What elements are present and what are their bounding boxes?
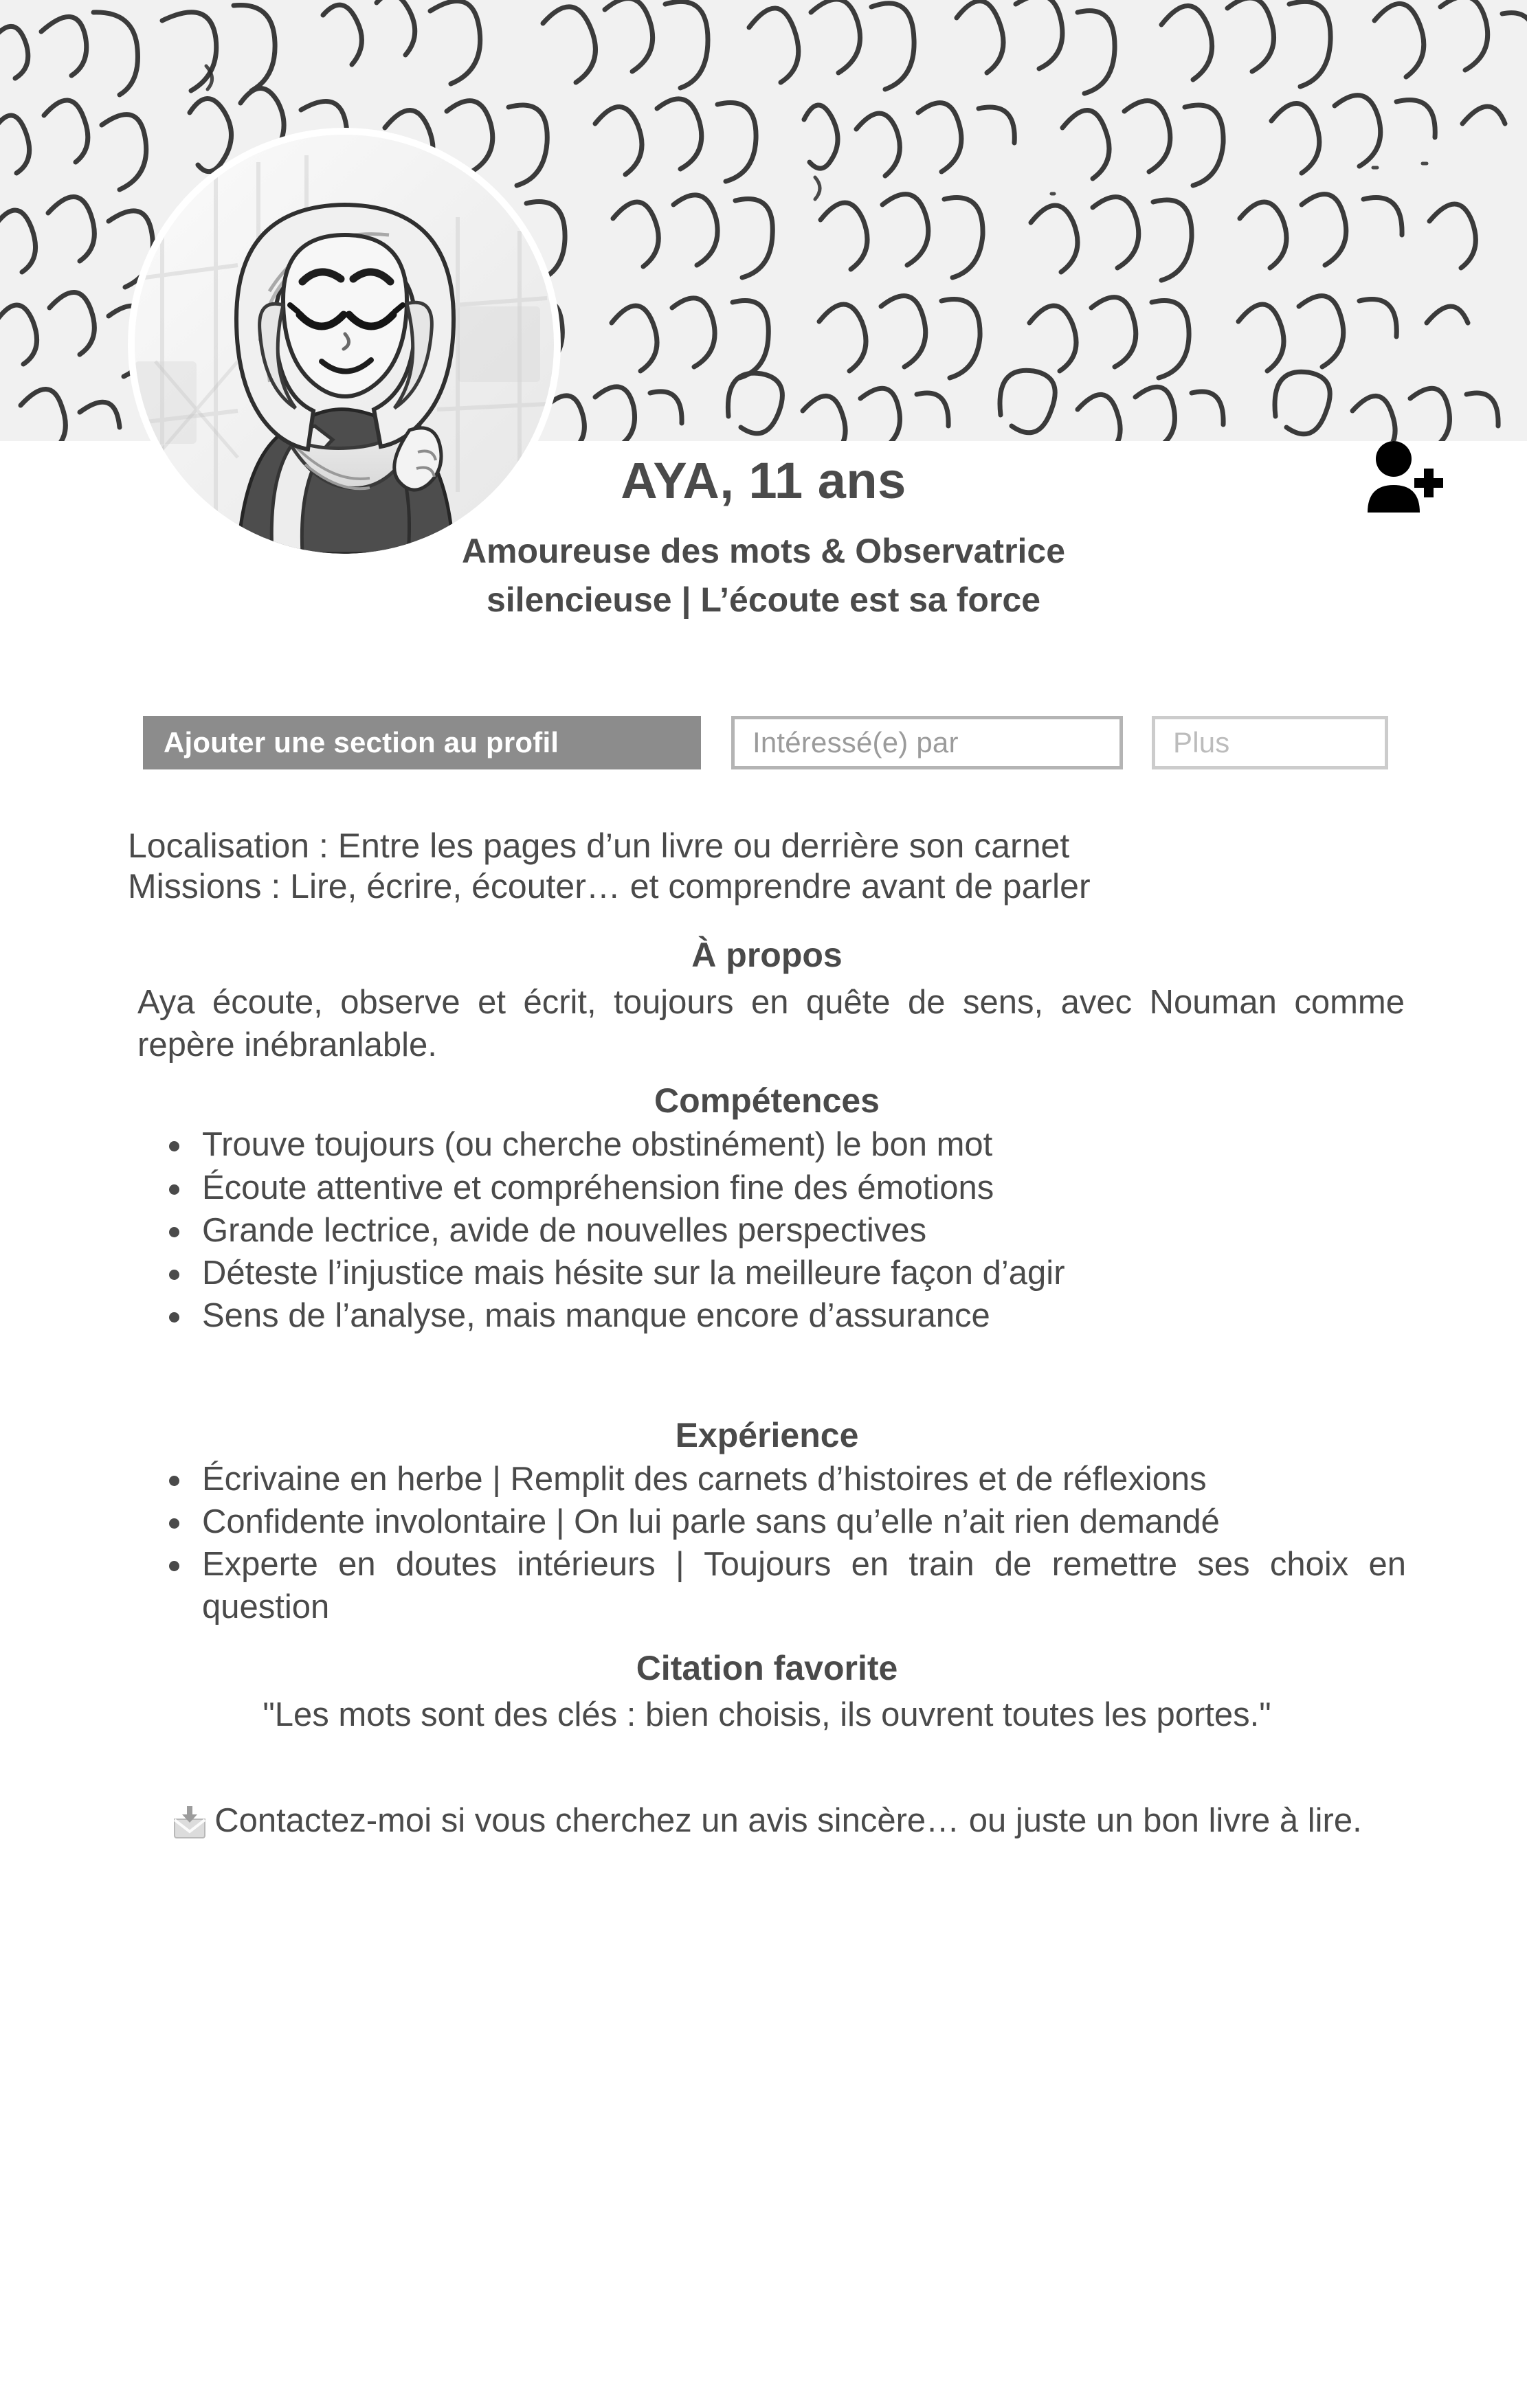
list-item: Écoute attentive et compréhension fine des émotions: [158, 1167, 1406, 1209]
profile-actions: [0, 716, 1527, 771]
page-title: AYA, 11 ans: [621, 452, 906, 509]
contact-text: Contactez-moi si vous cherchez un avis sincère… ou juste un bon livre à lire.: [214, 1802, 1362, 1840]
list-item: Trouve toujours (ou cherche obstinément) le bon mot: [158, 1123, 1406, 1166]
add-profile-section-button[interactable]: Ajouter une section au profil: [143, 716, 701, 769]
list-item: Grande lectrice, avide de nouvelles perspectives: [158, 1209, 1406, 1252]
profile-headline: [0, 510, 1527, 624]
skills-list: [128, 1123, 1406, 1337]
avatar[interactable]: [135, 135, 554, 554]
list-item: Sens de l’analyse, mais manque encore d’assurance: [158, 1294, 1406, 1337]
quote-heading: Citation favorite: [636, 1649, 898, 1688]
list-item: Écrivaine en herbe | Remplit des carnets d’histoires et de réflexions: [158, 1458, 1406, 1500]
favorite-quote: "Les mots sont des clés : bien choisis, ils ouvrent toutes les portes.": [263, 1696, 1271, 1734]
experience-list: [128, 1458, 1406, 1629]
about-heading: À propos: [691, 936, 843, 974]
headline-line-2: silencieuse | L’écoute est sa force: [486, 581, 1041, 620]
list-item: Confidente involontaire | On lui parle sans qu’elle n’ait rien demandé: [158, 1500, 1406, 1543]
profile-content: [128, 822, 1406, 1843]
experience-heading: Expérience: [675, 1415, 859, 1454]
skills-heading: Compétences: [654, 1081, 880, 1121]
list-item: Experte en doutes intérieurs | Toujours en train de remettre ses choix en question: [158, 1543, 1406, 1628]
missions-line: Missions : Lire, écrire, écouter… et comprendre avant de parler: [128, 867, 1091, 905]
about-text: Aya écoute, observe et écrit, toujours en quête de sens, avec Nouman comme repère inébranlable.: [137, 984, 1405, 1064]
list-item: Déteste l’injustice mais hésite sur la meilleure façon d’agir: [158, 1252, 1406, 1294]
location-line: Localisation : Entre les pages d’un livre ou derrière son carnet: [128, 826, 1070, 865]
inbox-tray-icon: [172, 1805, 208, 1838]
more-button[interactable]: Plus: [1152, 716, 1388, 769]
add-person-icon[interactable]: [1361, 438, 1443, 521]
headline-line-1: Amoureuse des mots & Observatrice: [461, 532, 1066, 571]
contact-line: [128, 1799, 1406, 1843]
interested-in-button[interactable]: Intéressé(e) par: [731, 716, 1123, 769]
